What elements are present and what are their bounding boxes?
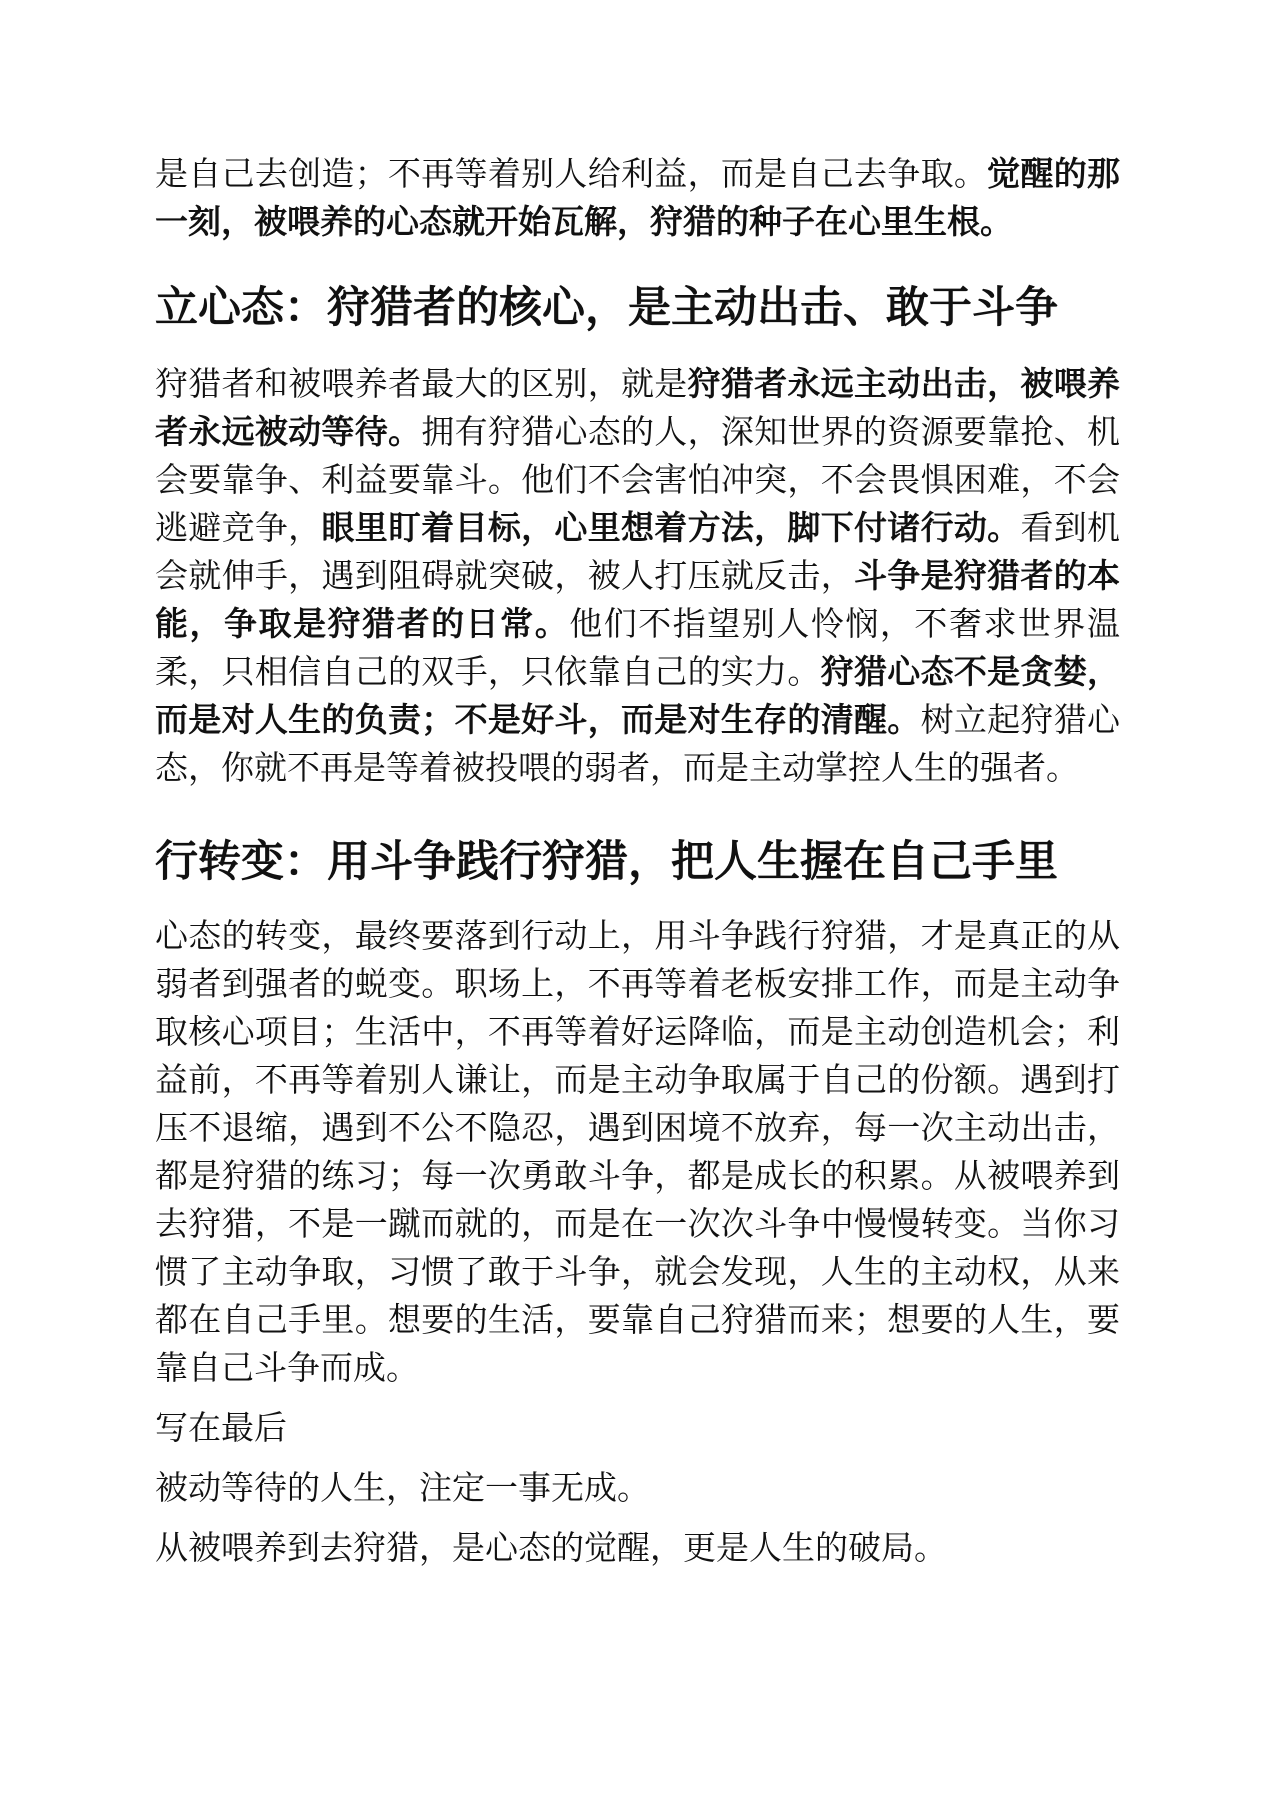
mindset-text-3: 看到机会就伸手，遇到阻碍就突破，被人打压就反击， [155, 508, 1121, 595]
closing-line-1: 被动等待的人生，注定一事无成。 [155, 1468, 650, 1507]
section-heading-mindset: 立心态：狩猎者的核心，是主动出击、敢于斗争 [155, 283, 1058, 333]
intro-tail-text: 是自己去创造；不再等着别人给利益，而是自己去争取。 [155, 154, 988, 193]
action-paragraph: 心态的转变，最终要落到行动上，用斗争践行狩猎，才是真正的从弱者到强者的蜕变。职场上，不再等着老板安排工作，而是主动争取核心项目；生活中，不再等着好运降临，而是主动创造机会；利益前，不再等着别人谦让，而是主动争取属于自己的份额。遇到打压不退缩，遇到不公不隐忍，遇到困境不放弃，每一次主动出击，都是狩猎的练习；每一次勇敢斗争，都是成长的积累。从被喂养到去狩猎，不是一蹴而就的，而是在一次次斗争中慢慢转变。当你习惯了主动争取，习惯了敢于斗争，就会发现，人生的主动权，从来都在自己手里。想要的生活，要靠自己狩猎而来；想要的人生，要靠自己斗争而成。 [155, 916, 1120, 1387]
mindset-emphasis-3: 斗争是狩猎者的本能，争取是狩猎者的日常。 [155, 556, 1121, 643]
closing-line-2: 从被喂养到去狩猎，是心态的觉醒，更是人生的破局。 [155, 1528, 947, 1567]
mindset-emphasis-2: 眼里盯着目标，心里想着方法，脚下付诸行动。 [321, 508, 1021, 547]
mindset-text-2: 拥有狩猎心态的人，深知世界的资源要靠抢、机会要靠争、利益要靠斗。他们不会害怕冲突，不会畏惧困难，不会逃避竞争， [155, 412, 1121, 547]
mindset-paragraph [155, 360, 1120, 792]
mindset-text-4: 他们不指望别人怜悯，不奢求世界温柔，只相信自己的双手，只依靠自己的实力。 [155, 604, 1121, 691]
closing-label: 写在最后 [155, 1408, 287, 1447]
intro-tail-emphasis: 觉醒的那一刻，被喂养的心态就开始瓦解，狩猎的种子在心里生根。 [155, 154, 1121, 241]
mindset-emphasis-4: 狩猎心态不是贪婪，而是对人生的负责；不是好斗，而是对生存的清醒。 [155, 652, 1121, 739]
document-page [155, 150, 1120, 1584]
mindset-text-5: 树立起狩猎心态，你就不再是等着被投喂的弱者，而是主动掌控人生的强者。 [155, 700, 1121, 787]
section-heading-action: 行转变：用斗争践行狩猎，把人生握在自己手里 [155, 837, 1058, 887]
mindset-emphasis-1: 狩猎者永远主动出击，被喂养者永远被动等待。 [155, 364, 1121, 451]
intro-tail-paragraph [155, 150, 1120, 246]
mindset-text-1: 狩猎者和被喂养者最大的区别，就是 [155, 364, 688, 403]
